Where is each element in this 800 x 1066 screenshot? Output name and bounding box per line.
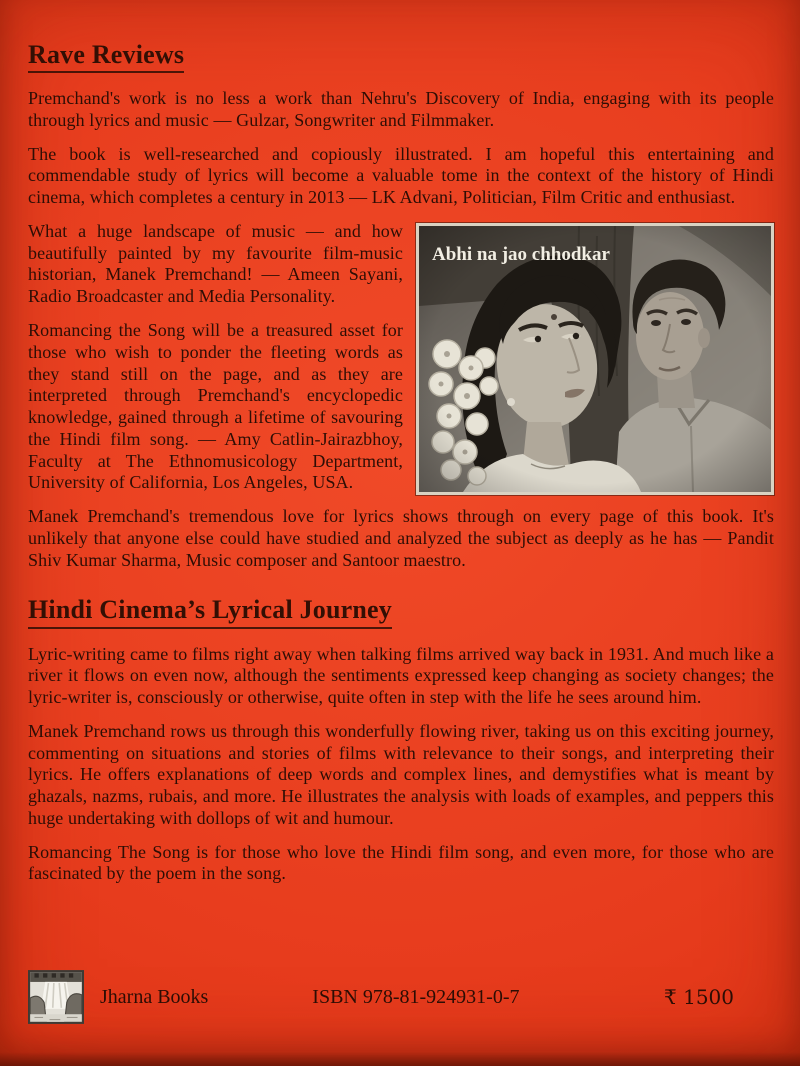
journey-heading: [28, 595, 774, 628]
price-text: ₹ 1500: [664, 985, 734, 1009]
isbn-text: ISBN 978-81-924931-0-7: [312, 985, 520, 1008]
journey-paragraph-2: Manek Premchand rows us through this wonderfully flowing river, taking us on this exciting journey, commenting on situations and stories of films with relevance to their songs, and interpreting their lyrics. He offers explanations of deep words and complex lines, and demystifies what is meant by ghazals, nazms, rubais, and more. He illustrates the analysis with loads of examples, and peppers this huge undertaking with dollops of wit and humour.: [28, 720, 774, 828]
review-shiv-kumar-sharma: Manek Premchand's tremendous love for lyrics shows through on every page of this book. It's unlikely that anyone else could have studied and analyzed the subject as deeply as he has — Pandit Shiv Kumar Sharma, Music composer and Santoor maestro.: [28, 506, 774, 570]
rave-reviews-heading: [28, 40, 774, 73]
reviews-left-column: [28, 221, 403, 506]
film-still-photo: [416, 223, 774, 495]
publisher-name: Jharna Books: [100, 985, 209, 1008]
review-amy-catlin: Romancing the Song will be a treasured asset for those who wish to ponder the fleeting words as they stand still on the page, and as they are interpreted through Premchand's encyclopedic knowledge, gained through a lifetime of savouring the Hindi film song. — Amy Catlin-Jairazbhoy, Faculty at The Ethnomusicology Department, University of California, Los Angeles, USA.: [28, 320, 403, 493]
review-gulzar: Premchand's work is no less a work than Nehru's Discovery of India, engaging with its people through lyrics and music — Gulzar, Songwriter and Filmmaker.: [28, 88, 774, 130]
photo-caption: Abhi na jao chhodkar: [432, 243, 610, 265]
rave-reviews-heading-text: Rave Reviews: [28, 40, 184, 73]
review-ameen-sayani: What a huge landscape of music — and how beautifully painted by my favourite film-music historian, Manek Premchand! — Ameen Sayani, Radio Broadcaster and Media Personality.: [28, 220, 403, 307]
review-lk-advani: The book is well-researched and copiously illustrated. I am hopeful this entertaining and commendable study of lyrics will become a valuable tome in the context of the history of Hindi cinema, which completes a century in 2013 — LK Advani, Politician, Film Critic and enthusiast.: [28, 143, 774, 208]
publisher-footer: [28, 968, 774, 1026]
reviews-and-photo-row: [28, 221, 774, 506]
journey-paragraph-1: Lyric-writing came to films right away when talking films arrived way back in 1931. And much like a river it flows on even now, although the sentiments expressed keep changing as society changes; the lyric-writer is, consciously or otherwise, quite often in step with the life he sees around him.: [28, 643, 774, 708]
journey-heading-text: Hindi Cinema’s Lyrical Journey: [28, 595, 392, 628]
waterfall-logo-icon: [28, 970, 84, 1024]
journey-paragraph-3: Romancing The Song is for those who love the Hindi film song, and even more, for those who are fascinated by the poem in the song.: [28, 841, 774, 884]
film-still-illustration: [419, 226, 771, 492]
